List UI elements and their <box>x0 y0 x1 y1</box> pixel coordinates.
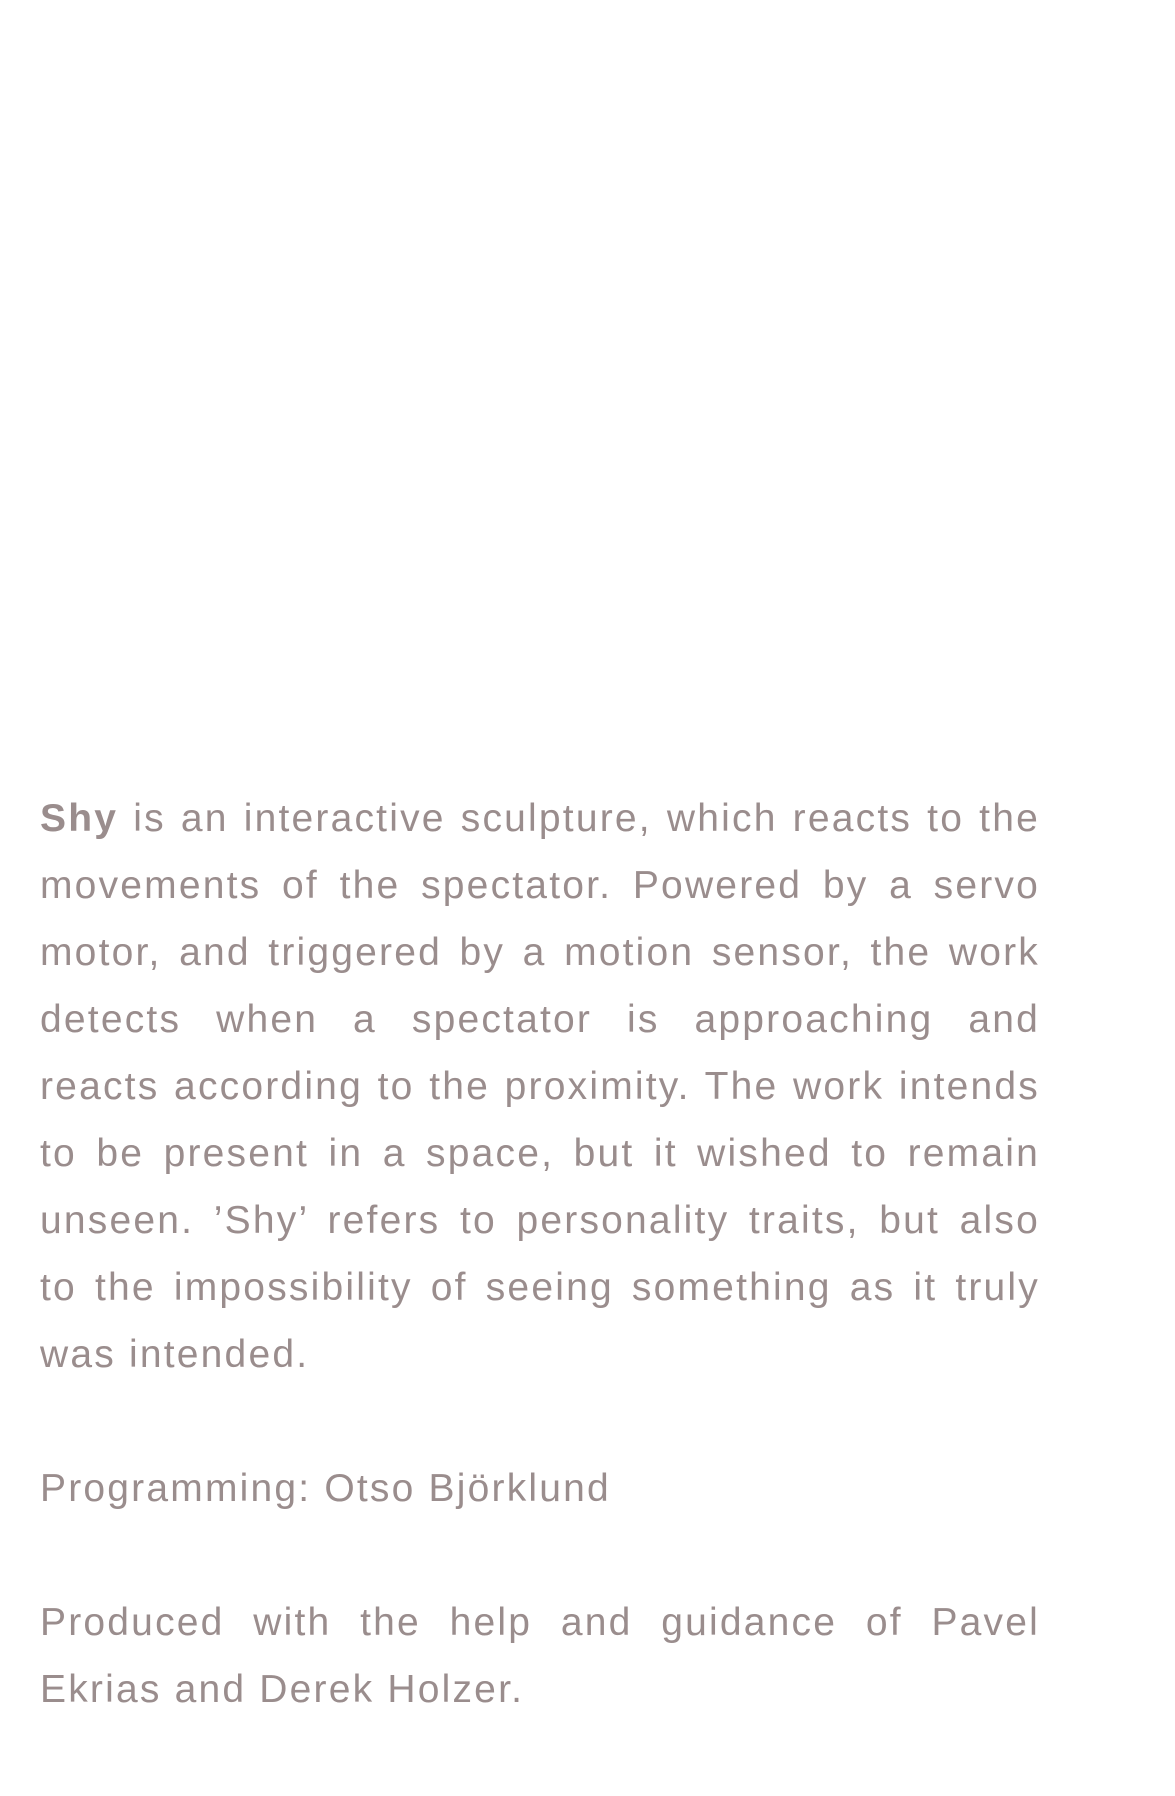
programming-credit: Programming: Otso Björklund <box>40 1467 611 1510</box>
project-title: Shy <box>40 797 119 840</box>
project-description <box>40 785 1040 1723</box>
production-credit: Produced with the help and guidance of Pavel Ekrias and Derek Holzer. <box>40 1601 1040 1711</box>
description-paragraph <box>40 785 1040 1388</box>
description-text: is an interactive sculpture, which reacts to the movements of the spectator. Powered by a servo motor, and triggered by a motion sensor, the work detects when a spectator is approaching and reacts according to the proximity. The work intends to be present in a space, but it wished to remain unseen. ’Shy’ refers to personality traits, but also to the impossibility of seeing something as it truly was intended. <box>40 797 1040 1376</box>
